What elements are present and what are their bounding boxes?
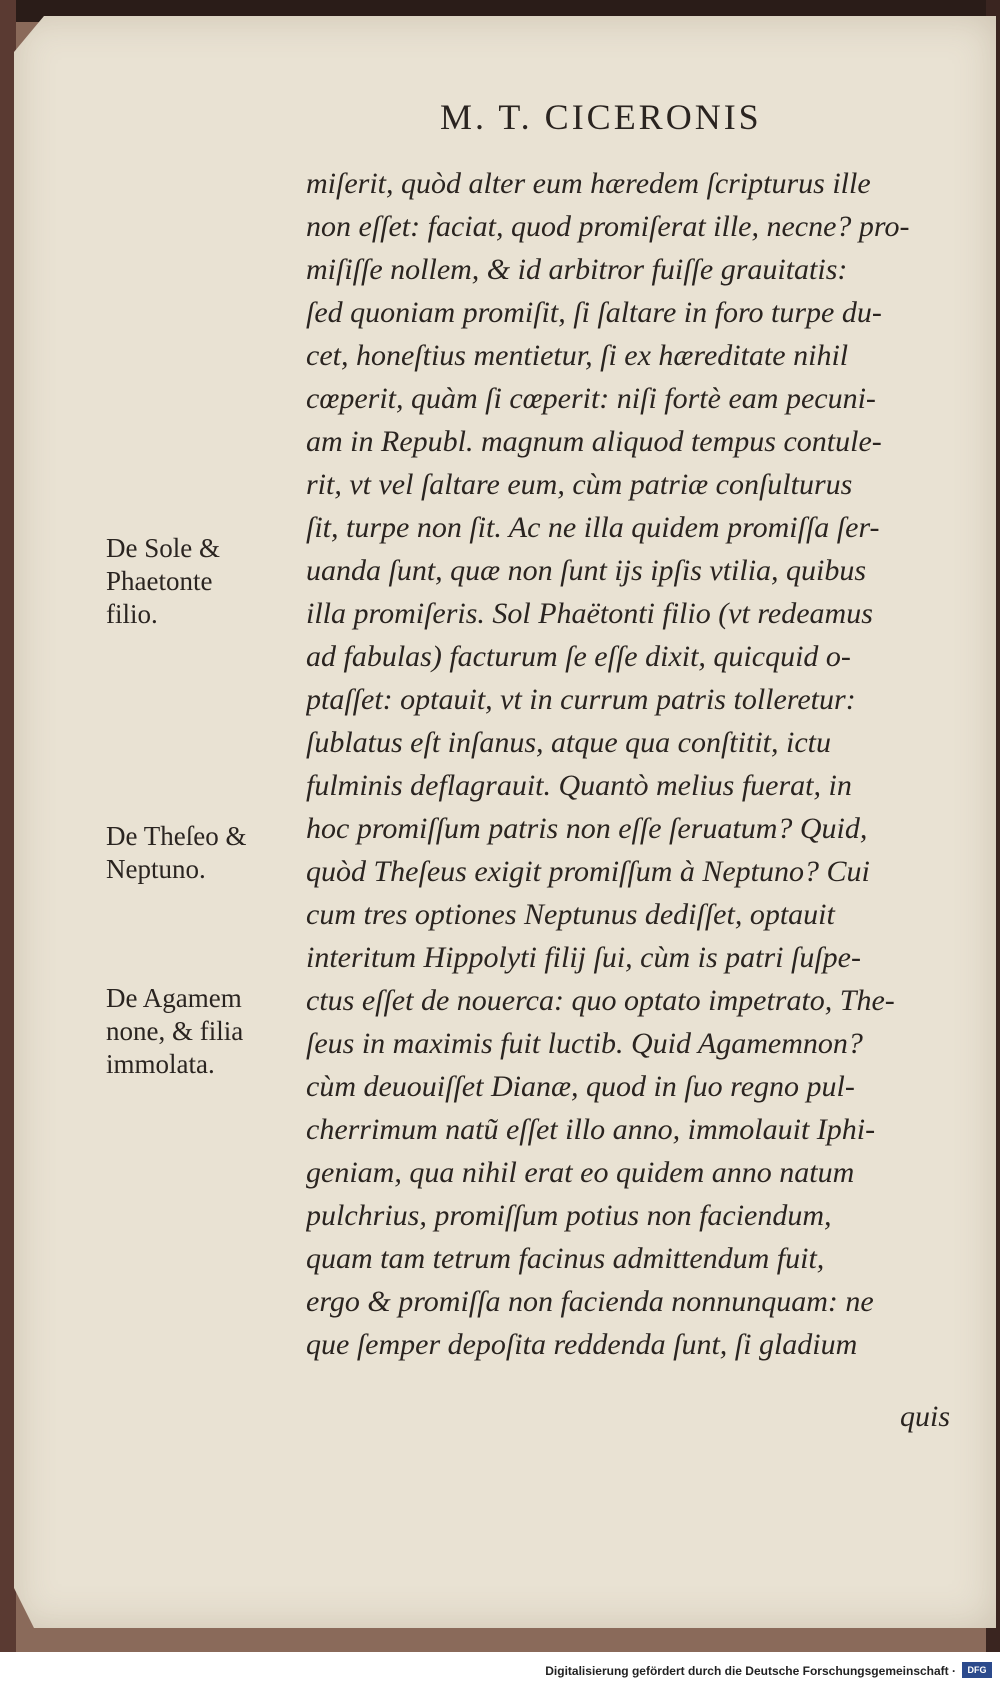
text-line: cùm deuouiſſet Dianæ, quod in ſuo regno pul- — [306, 1070, 855, 1103]
marginal-note-sole — [106, 532, 296, 631]
text-line: ad fabulas) facturum ſe eſſe dixit, quicquid o- — [306, 640, 851, 673]
text-line: fulminis deflagrauit. Quantò melius fuerat, in — [306, 769, 852, 802]
text-line: cœperit, quàm ſi cœperit: niſi fortè eam pecuni- — [306, 382, 876, 415]
marginal-note-line: immolata. — [106, 1049, 215, 1079]
text-line: pulchrius, promiſſum potius non faciendum, — [306, 1199, 832, 1232]
text-line: cet, honeſtius mentietur, ſi ex hæreditate nihil — [306, 339, 849, 372]
text-line: uanda ſunt, quæ non ſunt ijs ipſis vtilia, quibus — [306, 554, 867, 587]
text-line: que ſemper depoſita reddenda ſunt, ſi gladium — [306, 1328, 858, 1361]
text-line: ptaſſet: optauit, vt in currum patris tolleretur: — [306, 683, 856, 716]
body-text — [306, 162, 966, 1366]
marginal-note-line: Neptuno. — [106, 854, 206, 884]
text-line: ſed quoniam promiſit, ſi ſaltare in foro turpe du- — [306, 296, 882, 329]
marginal-note-line: none, & filia — [106, 1016, 244, 1046]
funding-credit: Digitalisierung gefördert durch die Deutsche Forschungsgemeinschaft · — [545, 1664, 956, 1678]
marginal-note-line: De Agamem — [106, 983, 242, 1013]
marginal-note-line: De Theſeo & — [106, 821, 247, 851]
marginal-note-line: De Sole & — [106, 533, 220, 563]
text-line: ſeus in maximis fuit luctib. Quid Agamemnon? — [306, 1027, 863, 1060]
text-line: illa promiſeris. Sol Phaëtonti filio (vt redeamus — [306, 597, 873, 630]
text-line: ctus eſſet de nouerca: quo optato impetrato, The- — [306, 984, 895, 1017]
text-line: hoc promiſſum patris non eſſe ſeruatum? Quid, — [306, 812, 868, 845]
text-line: interitum Hippolyti filij ſui, cùm is patri ſuſpe- — [306, 941, 861, 974]
text-line: am in Republ. magnum aliquod tempus contule- — [306, 425, 882, 458]
marginal-note-agamemnon — [106, 982, 296, 1081]
marginal-note-theseus — [106, 820, 296, 886]
text-line: ſit, turpe non ſit. Ac ne illa quidem promiſſa ſer- — [306, 511, 880, 544]
digitization-footer — [0, 1652, 1000, 1690]
scan-edge-left — [0, 0, 16, 1652]
text-line: ergo & promiſſa non facienda nonnunquam: ne — [306, 1285, 874, 1318]
text-line: miſerit, quòd alter eum hæredem ſcripturus ille — [306, 167, 871, 200]
text-line: non eſſet: faciat, quod promiſerat ille, necne? pro- — [306, 210, 910, 243]
dfg-logo: DFG — [962, 1662, 992, 1678]
text-line: cherrimum natũ eſſet illo anno, immolauit Iphi- — [306, 1113, 876, 1146]
marginal-note-line: Phaetonte — [106, 566, 213, 596]
text-line: cum tres optiones Neptunus dediſſet, optauit — [306, 898, 835, 931]
text-line: rit, vt vel ſaltare eum, cùm patriæ conſulturus — [306, 468, 853, 501]
text-line: quam tam tetrum facinus admittendum fuit, — [306, 1242, 825, 1275]
text-line: miſiſſe nollem, & id arbitror fuiſſe grauitatis: — [306, 253, 848, 286]
running-head: M. T. CICERONIS — [440, 97, 762, 137]
text-line: quòd Theſeus exigit promiſſum à Neptuno? Cui — [306, 855, 870, 888]
text-line: ſublatus eſt inſanus, atque qua conſtitit, ictu — [306, 726, 831, 759]
catchword: quis — [900, 1400, 951, 1433]
marginal-note-line: filio. — [106, 599, 158, 629]
text-line: geniam, qua nihil erat eo quidem anno natum — [306, 1156, 855, 1189]
